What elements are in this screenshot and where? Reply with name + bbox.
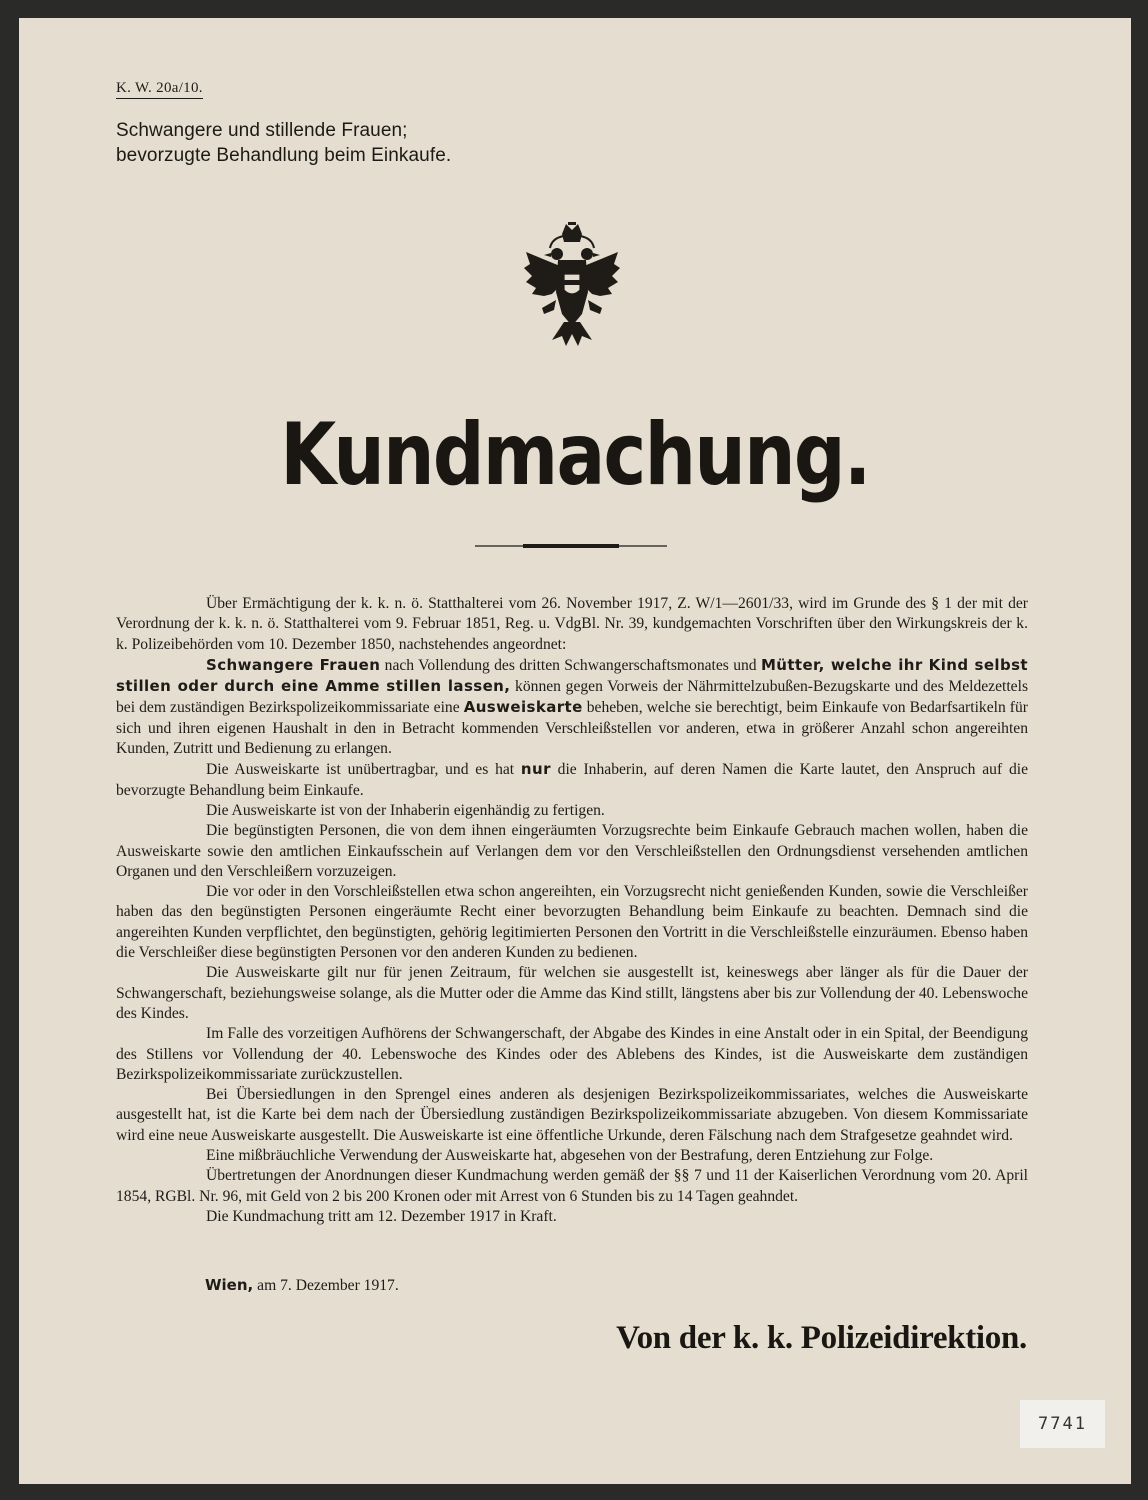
reference-number: K. W. 20a/10. (116, 80, 203, 99)
subject-line-1: Schwangere und stillende Frauen; (116, 120, 408, 141)
paragraph-2-text-a: Die Ausweiskarte ist unübertragbar, und es hat (206, 761, 521, 779)
paragraph-5: Die vor oder in den Vorschleißstellen etwa schon angereihten, ein Vorzugsrecht nicht genießenden Kunden, sowie die Verschleißer haben das den begünstigten Personen eingeräumte Recht einer bevorzugten Behandlung beim Einkaufe zu beachten. Demnach sind die angereihten Kunden verpflichtet, den begünstigten, gehörig legitimierten Personen den Vortritt in die Verschleißstelle einzuräumen. Ebenso haben die Verschleißer diese begünstigten Personen vor den anderen Kunden zu bedienen. (116, 883, 1028, 962)
paragraph-1 (116, 655, 1028, 759)
paragraph-8: Bei Übersiedlungen in den Sprengel eines anderen als desjenigen Bezirkspolizeikommissariates, welches die Ausweiskarte ausgestellt hat, ist die Karte bei dem nach der Übersiedlung zuständigen Bezirkspolizeikommissariate abzugeben. Von diesem Kommissariate wird eine neue Ausweiskarte ausgestellt. Die Ausweiskarte ist eine öffentliche Urkunde, deren Fälschung nach dem Strafgesetze geahndet wird. (116, 1086, 1028, 1144)
paragraph-11: Die Kundmachung tritt am 12. Dezember 1917 in Kraft. (206, 1207, 557, 1225)
paragraph-3: Die Ausweiskarte ist von der Inhaberin eigenhändig zu fertigen. (206, 801, 605, 819)
signature-authority: Von der k. k. Polizeidirektion. (616, 1320, 1027, 1356)
paragraph-1-text-a: nach Vollendung des dritten Schwangerschaftsmonates und (380, 656, 761, 674)
paragraph-intro: Über Ermächtigung der k. k. n. ö. Statthalterei vom 26. November 1917, Z. W/1—2601/33, wird im Grunde des § 1 der mit der Verordnung der k. k. n. ö. Statthalterei vom 9. Februar 1851, Reg. u. VdgBl. Nr. 39, kundgemachten Vorschriften über den Wirkungskreis der k. k. Polizeibehörden vom 10. Dezember 1850, nachstehendes angeordnet: (116, 595, 1028, 653)
subject-line-2: bevorzugte Behandlung beim Einkaufe. (116, 145, 452, 166)
poster-sheet (19, 18, 1131, 1484)
headline: Kundmachung. (280, 405, 870, 505)
paragraph-1-text-c: beheben, welche sie berechtigt, beim Einkaufe von Bedarfsartikeln für sich und ihren eigenen Haushalt in den in Betracht kommenden Verschleißstellen vor anderen, etwa in größerer Anzahl schon angereihten Kunden, Zutritt und Bedienung zu erlangen. (116, 699, 1028, 758)
paragraph-9: Eine mißbräuchliche Verwendung der Ausweiskarte hat, abgesehen von der Bestrafung, deren Entziehung zur Folge. (206, 1147, 934, 1165)
announcement-body (116, 594, 1028, 1227)
decorative-divider (475, 543, 667, 549)
paragraph-7: Im Falle des vorzeitigen Aufhörens der Schwangerschaft, der Abgabe des Kindes in eine Anstalt oder in ein Spital, der Beendigung des Stillens vor Vollendung der 40. Lebenswoche des Kindes oder des Ablebens des Kindes, ist die Ausweiskarte dem zuständigen Bezirkspolizeikommissariate zurückzustellen. (116, 1025, 1028, 1083)
archive-number-label: 7741 (1020, 1400, 1105, 1448)
emphasis-pregnant-women: Schwangere Frauen (206, 655, 381, 674)
emphasis-ausweiskarte: Ausweiskarte (463, 698, 583, 717)
emphasis-nur: nur (520, 760, 551, 779)
subject-heading (116, 118, 451, 168)
emphasis-nursing-mothers: Mütter, welche ihr Kind selbst stillen oder durch eine Amme stillen lassen, (116, 655, 1029, 696)
double-headed-eagle-coat-of-arms-icon (522, 222, 622, 352)
paragraph-10: Übertretungen der Anordnungen dieser Kundmachung werden gemäß der §§ 7 und 11 der Kaiserlichen Verordnung vom 20. April 1854, RGBl. Nr. 96, mit Geld von 2 bis 200 Kronen oder mit Arrest von 6 Stunden bis zu 14 Tagen geahndet. (116, 1167, 1028, 1205)
date: am 7. Dezember 1917. (253, 1277, 399, 1294)
paragraph-2 (116, 759, 1028, 801)
paragraph-1-text-b: können gegen Vorweis der Nährmittelzubußen-Bezugskarte und des Meldezettels bei dem zuständigen Bezirkspolizeikommissariate eine (116, 678, 1029, 717)
paragraph-6: Die Ausweiskarte gilt nur für jenen Zeitraum, für welchen sie ausgestellt ist, keineswegs aber länger als für die Dauer der Schwangerschaft, beziehungsweise solange, als die Mutter oder die Amme das Kind stillt, längstens aber bis zur Vollendung der 40. Lebenswoche des Kindes. (116, 964, 1028, 1022)
place-and-date (205, 1276, 399, 1295)
paragraph-2-text-b: die Inhaberin, auf deren Namen die Karte lautet, den Anspruch auf die bevorzugte Behandlung beim Einkaufe. (116, 761, 1028, 799)
place: Wien, (205, 1276, 254, 1294)
paragraph-4: Die begünstigten Personen, die von dem ihnen eingeräumten Vorzugsrechte beim Einkaufe Gebrauch machen wollen, haben die Ausweiskarte sowie den amtlichen Einkaufsschein auf Verlangen dem vor den Verschleißstellen den Ordnungsdienst versehenden amtlichen Organen und den Verschleißern vorzuzeigen. (116, 822, 1028, 880)
